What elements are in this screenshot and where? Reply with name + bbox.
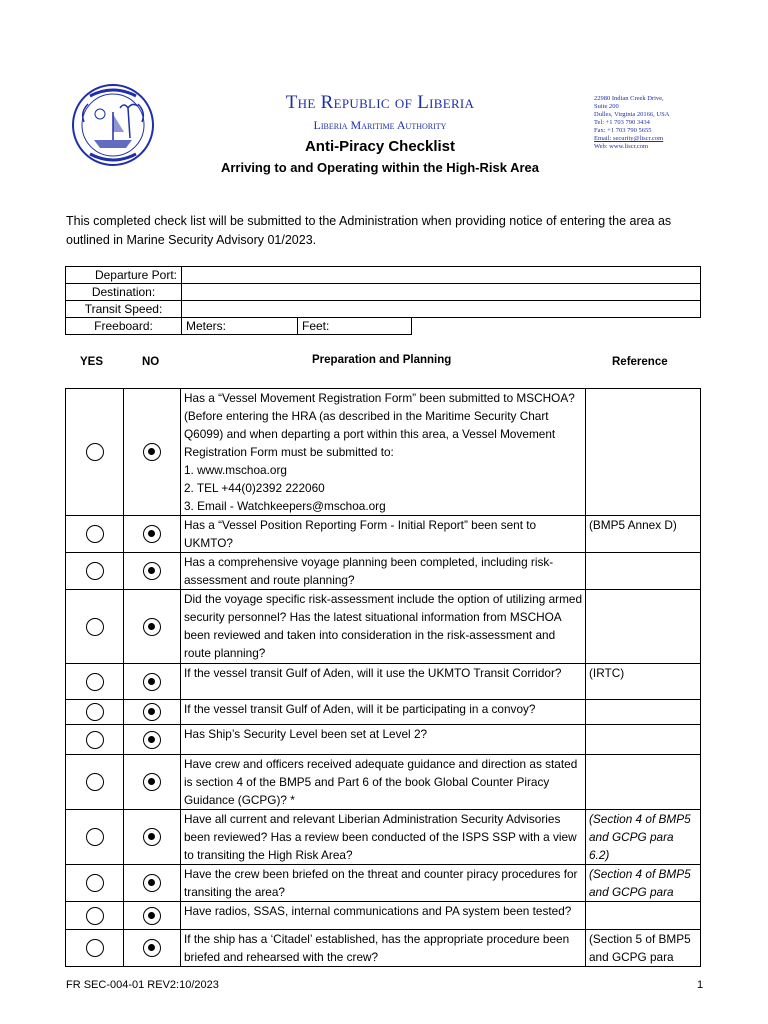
checklist-row xyxy=(66,810,701,865)
checklist-row xyxy=(66,700,701,725)
yes-cell xyxy=(66,700,124,725)
checklist-reference xyxy=(586,700,701,725)
document-subtitle: Arriving to and Operating within the High-Risk Area xyxy=(220,160,540,175)
checklist-reference xyxy=(586,553,701,590)
yes-radio[interactable] xyxy=(86,828,104,846)
address-line: Suite 200 xyxy=(594,103,619,110)
checklist-row xyxy=(66,664,701,700)
yes-cell xyxy=(66,516,124,553)
yes-radio[interactable] xyxy=(86,525,104,543)
transit-speed-label: Transit Speed: xyxy=(66,301,182,318)
address-line: Tel: +1 703 790 3434 xyxy=(594,119,650,126)
no-cell xyxy=(124,389,181,516)
yes-radio[interactable] xyxy=(86,773,104,791)
yes-cell xyxy=(66,553,124,590)
no-cell xyxy=(124,930,181,967)
address-email[interactable]: Email: security@liscr.com xyxy=(594,135,664,142)
checklist-table xyxy=(65,388,701,967)
no-cell xyxy=(124,664,181,700)
yes-cell xyxy=(66,389,124,516)
checklist-reference xyxy=(586,902,701,930)
yes-cell xyxy=(66,755,124,810)
no-radio[interactable] xyxy=(143,562,161,580)
departure-port-field[interactable] xyxy=(182,267,701,284)
checklist-row xyxy=(66,725,701,755)
transit-speed-field[interactable] xyxy=(182,301,701,318)
checklist-question: Has a “Vessel Movement Registration Form” been submitted to MSCHOA? (Before entering the HRA (as described in the Maritime Security Chart Q6099) and when departing a port within this area, a Vessel Movement Registration Form must be submitted to: 1. www.mschoa.org 2. TEL +44(0)2392 222060 3. Email - Watchkeepers@mschoa.org xyxy=(181,389,586,516)
address-line: Fax: +1 703 790 5655 xyxy=(594,127,652,134)
checklist-row xyxy=(66,930,701,967)
no-radio[interactable] xyxy=(143,673,161,691)
checklist-reference: (BMP5 Annex D) xyxy=(586,516,701,553)
no-cell xyxy=(124,865,181,902)
checklist-row xyxy=(66,389,701,516)
no-radio[interactable] xyxy=(143,874,161,892)
no-cell xyxy=(124,516,181,553)
departure-port-label: Departure Port: xyxy=(66,267,182,284)
no-radio[interactable] xyxy=(143,525,161,543)
yes-radio[interactable] xyxy=(86,874,104,892)
checklist-reference xyxy=(586,590,701,664)
no-radio[interactable] xyxy=(143,731,161,749)
checklist-question: If the vessel transit Gulf of Aden, will it be participating in a convoy? xyxy=(181,700,586,725)
no-cell xyxy=(124,810,181,865)
yes-radio[interactable] xyxy=(86,673,104,691)
preparation-column-header: Preparation and Planning xyxy=(312,354,452,366)
checklist-question: Did the voyage specific risk-assessment include the option of utilizing armed security personnel? Has the latest situational information from MSCHOA been reviewed and taken into consideration in the risk-assessment and route planning? xyxy=(181,590,586,664)
no-radio[interactable] xyxy=(143,907,161,925)
checklist-question: Has a “Vessel Position Reporting Form - Initial Report” been sent to UKMTO? xyxy=(181,516,586,553)
address-line: Dulles, Virginia 20166, USA xyxy=(594,111,670,118)
freeboard-label: Freeboard: xyxy=(66,318,182,335)
freeboard-meters-field[interactable] xyxy=(182,318,298,335)
no-cell xyxy=(124,553,181,590)
no-cell xyxy=(124,725,181,755)
yes-radio[interactable] xyxy=(86,939,104,957)
yes-radio[interactable] xyxy=(86,618,104,636)
yes-cell xyxy=(66,810,124,865)
yes-cell xyxy=(66,590,124,664)
document-title: Anti-Piracy Checklist xyxy=(304,138,456,155)
yes-radio[interactable] xyxy=(86,562,104,580)
republic-title: The Republic of Liberia xyxy=(285,92,475,113)
checklist-row xyxy=(66,516,701,553)
freeboard-feet-field[interactable] xyxy=(298,318,412,335)
checklist-row xyxy=(66,755,701,810)
address-web[interactable]: Web: www.liscr.com xyxy=(594,143,649,150)
intro-paragraph: This completed check list will be submitted to the Administration when providing notice of entering the area as outlined in Marine Security Advisory 01/2023. xyxy=(66,214,672,247)
yes-cell xyxy=(66,725,124,755)
voyage-info-table xyxy=(65,266,701,335)
authority-address xyxy=(594,95,714,151)
checklist-reference xyxy=(586,725,701,755)
checklist-question: Have the crew been briefed on the threat and counter piracy procedures for transiting the area? xyxy=(181,865,586,902)
no-radio[interactable] xyxy=(143,618,161,636)
yes-radio[interactable] xyxy=(86,703,104,721)
yes-cell xyxy=(66,865,124,902)
no-cell xyxy=(124,590,181,664)
no-cell xyxy=(124,700,181,725)
checklist-reference: (IRTC) xyxy=(586,664,701,700)
no-cell xyxy=(124,755,181,810)
authority-name: Liberia Maritime Authority xyxy=(313,118,447,132)
checklist-question: Have radios, SSAS, internal communications and PA system been tested? xyxy=(181,902,586,930)
no-cell xyxy=(124,902,181,930)
yes-radio[interactable] xyxy=(86,907,104,925)
checklist-reference: (Section 4 of BMP5 and GCPG para 6.2) xyxy=(586,810,701,865)
no-column-header: NO xyxy=(142,356,160,368)
destination-field[interactable] xyxy=(182,284,701,301)
yes-radio[interactable] xyxy=(86,731,104,749)
form-code: FR SEC-004-01 REV2:10/2023 xyxy=(66,979,219,991)
checklist-row xyxy=(66,902,701,930)
checklist-reference xyxy=(586,389,701,516)
checklist-question: If the ship has a ‘Citadel’ established, has the appropriate procedure been briefed and rehearsed with the crew? xyxy=(181,930,586,967)
checklist-question: Has a comprehensive voyage planning been completed, including risk-assessment and route planning? xyxy=(181,553,586,590)
yes-cell xyxy=(66,664,124,700)
checklist-question: Have crew and officers received adequate guidance and direction as stated is section 4 of the BMP5 and Part 6 of the book Global Counter Piracy Guidance (GCPG)? * xyxy=(181,755,586,810)
checklist-question: Have all current and relevant Liberian Administration Security Advisories been reviewed? Has a review been conducted of the ISPS SSP with a view to transiting the High Risk Area? xyxy=(181,810,586,865)
yes-cell xyxy=(66,930,124,967)
feet-label: Feet: xyxy=(302,319,330,333)
no-radio[interactable] xyxy=(143,703,161,721)
checklist-row xyxy=(66,865,701,902)
no-radio[interactable] xyxy=(143,443,161,461)
reference-column-header: Reference xyxy=(612,356,668,368)
yes-cell xyxy=(66,902,124,930)
no-radio[interactable] xyxy=(143,939,161,957)
yes-radio[interactable] xyxy=(86,443,104,461)
checklist-row xyxy=(66,553,701,590)
checklist-reference: (Section 4 of BMP5 and GCPG para xyxy=(586,865,701,902)
no-radio[interactable] xyxy=(143,828,161,846)
checklist-row xyxy=(66,590,701,664)
page-number: 1 xyxy=(697,979,704,991)
meters-label: Meters: xyxy=(186,319,227,333)
yes-column-header: YES xyxy=(80,356,104,368)
no-radio[interactable] xyxy=(143,773,161,791)
destination-label: Destination: xyxy=(66,284,182,301)
checklist-reference: (Section 5 of BMP5 and GCPG para xyxy=(586,930,701,967)
liberia-seal-icon xyxy=(70,82,156,168)
checklist-reference xyxy=(586,755,701,810)
checklist-question: Has Ship’s Security Level been set at Level 2? xyxy=(181,725,586,755)
checklist-question: If the vessel transit Gulf of Aden, will it use the UKMTO Transit Corridor? xyxy=(181,664,586,700)
address-line: 22980 Indian Creek Drive, xyxy=(594,95,664,102)
